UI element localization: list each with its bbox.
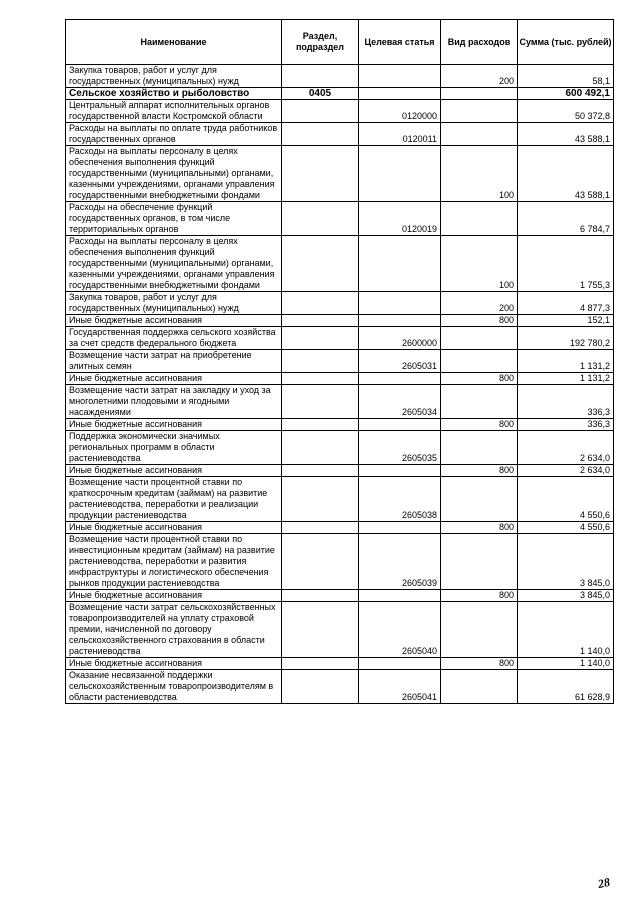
table-row — [66, 146, 614, 202]
table-row — [66, 327, 614, 350]
table-row — [66, 123, 614, 146]
row-name: Центральный аппарат исполнительных органов государственной власти Костромской области — [66, 100, 282, 123]
row-name: Закупка товаров, работ и услуг для государственных (муниципальных) нужд — [66, 65, 282, 88]
row-target-code — [359, 590, 441, 602]
row-name: Сельское хозяйство и рыболовство — [66, 88, 282, 100]
row-expense-kind — [441, 88, 518, 100]
row-name: Расходы на выплаты по оплате труда работников государственных органов — [66, 123, 282, 146]
row-section — [282, 534, 359, 590]
row-target-code: 0120011 — [359, 123, 441, 146]
row-sum: 3 845,0 — [518, 590, 614, 602]
row-name: Закупка товаров, работ и услуг для государственных (муниципальных) нужд — [66, 292, 282, 315]
row-target-code: 2605034 — [359, 385, 441, 419]
row-target-code — [359, 658, 441, 670]
row-sum: 1 131,2 — [518, 350, 614, 373]
row-target-code: 2605041 — [359, 670, 441, 704]
row-expense-kind — [441, 431, 518, 465]
row-section — [282, 522, 359, 534]
row-name: Расходы на обеспечение функций государственных органов, в том числе территориальных органов — [66, 202, 282, 236]
table-row — [66, 373, 614, 385]
row-name: Возмещение части процентной ставки по инвестиционным кредитам (займам) на развитие растениеводства, переработки и развития инфраструктуры и логистического обеспечения рынков продукции растениеводства — [66, 534, 282, 590]
row-target-code — [359, 88, 441, 100]
table-row — [66, 65, 614, 88]
row-sum: 336,3 — [518, 419, 614, 431]
row-sum: 600 492,1 — [518, 88, 614, 100]
row-sum: 152,1 — [518, 315, 614, 327]
row-target-code: 2605031 — [359, 350, 441, 373]
row-section — [282, 327, 359, 350]
row-sum: 2 634,0 — [518, 431, 614, 465]
row-name: Расходы на выплаты персоналу в целях обеспечения выполнения функций государственными (муниципальными) органами, казенными учреждениями, органами управления государственными внебюджетными фондами — [66, 236, 282, 292]
row-section — [282, 100, 359, 123]
row-name: Иные бюджетные ассигнования — [66, 373, 282, 385]
table-row — [66, 590, 614, 602]
row-sum: 3 845,0 — [518, 534, 614, 590]
row-target-code: 2605040 — [359, 602, 441, 658]
table-row — [66, 534, 614, 590]
row-sum: 4 550,6 — [518, 522, 614, 534]
page-number: 28 — [596, 874, 612, 892]
row-sum: 4 877,3 — [518, 292, 614, 315]
row-expense-kind — [441, 477, 518, 522]
row-sum: 43 588,1 — [518, 123, 614, 146]
table-row — [66, 202, 614, 236]
row-section — [282, 373, 359, 385]
row-target-code: 2605039 — [359, 534, 441, 590]
row-expense-kind: 100 — [441, 146, 518, 202]
row-name: Иные бюджетные ассигнования — [66, 522, 282, 534]
row-name: Иные бюджетные ассигнования — [66, 419, 282, 431]
row-target-code — [359, 465, 441, 477]
row-expense-kind — [441, 602, 518, 658]
row-expense-kind: 800 — [441, 465, 518, 477]
row-name: Иные бюджетные ассигнования — [66, 465, 282, 477]
row-expense-kind — [441, 202, 518, 236]
row-name: Поддержка экономически значимых региональных программ в области растениеводства — [66, 431, 282, 465]
row-section — [282, 602, 359, 658]
row-target-code — [359, 373, 441, 385]
header-target: Целевая статья — [359, 20, 441, 65]
row-target-code — [359, 236, 441, 292]
row-sum: 2 634,0 — [518, 465, 614, 477]
header-section: Раздел, подраздел — [282, 20, 359, 65]
row-sum: 336,3 — [518, 385, 614, 419]
row-sum: 192 780,2 — [518, 327, 614, 350]
table-row — [66, 670, 614, 704]
row-name: Возмещение части затрат сельскохозяйственных товаропроизводителей на уплату страховой премии, начисленной по договору сельскохозяйственного страхования в области растениеводства — [66, 602, 282, 658]
row-section: 0405 — [282, 88, 359, 100]
row-name: Иные бюджетные ассигнования — [66, 315, 282, 327]
row-section — [282, 202, 359, 236]
row-sum: 43 588,1 — [518, 146, 614, 202]
row-expense-kind — [441, 123, 518, 146]
row-expense-kind — [441, 534, 518, 590]
row-section — [282, 465, 359, 477]
table-row — [66, 315, 614, 327]
row-section — [282, 419, 359, 431]
row-name: Иные бюджетные ассигнования — [66, 658, 282, 670]
table-row — [66, 88, 614, 100]
row-section — [282, 590, 359, 602]
row-target-code: 2600000 — [359, 327, 441, 350]
table-row — [66, 602, 614, 658]
row-sum: 61 628,9 — [518, 670, 614, 704]
row-expense-kind: 200 — [441, 292, 518, 315]
table-row — [66, 350, 614, 373]
table-row — [66, 236, 614, 292]
row-sum: 4 550,6 — [518, 477, 614, 522]
row-target-code — [359, 146, 441, 202]
header-name: Наименование — [66, 20, 282, 65]
row-expense-kind: 800 — [441, 658, 518, 670]
row-target-code — [359, 315, 441, 327]
header-kind: Вид расходов — [441, 20, 518, 65]
table-row — [66, 431, 614, 465]
row-name: Возмещение части затрат на закладку и уход за многолетними плодовыми и ягодными насаждениями — [66, 385, 282, 419]
row-target-code: 0120000 — [359, 100, 441, 123]
row-name: Государственная поддержка сельского хозяйства за счет средств федерального бюджета — [66, 327, 282, 350]
row-expense-kind: 800 — [441, 419, 518, 431]
row-expense-kind — [441, 100, 518, 123]
table-row — [66, 465, 614, 477]
row-expense-kind — [441, 385, 518, 419]
row-target-code — [359, 522, 441, 534]
table-row — [66, 419, 614, 431]
row-target-code: 0120019 — [359, 202, 441, 236]
row-expense-kind — [441, 350, 518, 373]
row-target-code: 2605038 — [359, 477, 441, 522]
budget-table — [65, 19, 614, 704]
row-sum: 6 784,7 — [518, 202, 614, 236]
row-section — [282, 292, 359, 315]
row-sum: 1 140,0 — [518, 602, 614, 658]
row-section — [282, 123, 359, 146]
row-section — [282, 431, 359, 465]
row-name: Возмещение части процентной ставки по краткосрочным кредитам (займам) на развитие растениеводства, переработки и реализации продукции растениеводства — [66, 477, 282, 522]
row-sum: 1 140,0 — [518, 658, 614, 670]
table-header-row — [66, 20, 614, 65]
table-row — [66, 385, 614, 419]
row-target-code — [359, 292, 441, 315]
row-section — [282, 350, 359, 373]
table-row — [66, 658, 614, 670]
row-sum: 50 372,8 — [518, 100, 614, 123]
row-sum: 1 755,3 — [518, 236, 614, 292]
row-section — [282, 670, 359, 704]
row-section — [282, 315, 359, 327]
row-section — [282, 477, 359, 522]
row-sum: 58,1 — [518, 65, 614, 88]
table-row — [66, 477, 614, 522]
row-section — [282, 385, 359, 419]
row-expense-kind — [441, 670, 518, 704]
row-sum: 1 131,2 — [518, 373, 614, 385]
table-row — [66, 522, 614, 534]
row-target-code: 2605035 — [359, 431, 441, 465]
row-target-code — [359, 65, 441, 88]
table-row — [66, 100, 614, 123]
row-expense-kind: 800 — [441, 373, 518, 385]
row-name: Расходы на выплаты персоналу в целях обеспечения выполнения функций государственными (муниципальными) органами, казенными учреждениями, органами управления государственными внебюджетными фондами — [66, 146, 282, 202]
row-expense-kind: 200 — [441, 65, 518, 88]
row-expense-kind: 800 — [441, 590, 518, 602]
table-body — [66, 65, 614, 704]
row-name: Оказание несвязанной поддержки сельскохозяйственным товаропроизводителям в области растениеводства — [66, 670, 282, 704]
row-name: Иные бюджетные ассигнования — [66, 590, 282, 602]
row-name: Возмещение части затрат на приобретение элитных семян — [66, 350, 282, 373]
row-section — [282, 658, 359, 670]
row-expense-kind: 800 — [441, 315, 518, 327]
table-row — [66, 292, 614, 315]
header-sum: Сумма (тыс. рублей) — [518, 20, 614, 65]
row-section — [282, 236, 359, 292]
row-expense-kind: 800 — [441, 522, 518, 534]
row-target-code — [359, 419, 441, 431]
row-section — [282, 65, 359, 88]
row-section — [282, 146, 359, 202]
row-expense-kind: 100 — [441, 236, 518, 292]
row-expense-kind — [441, 327, 518, 350]
